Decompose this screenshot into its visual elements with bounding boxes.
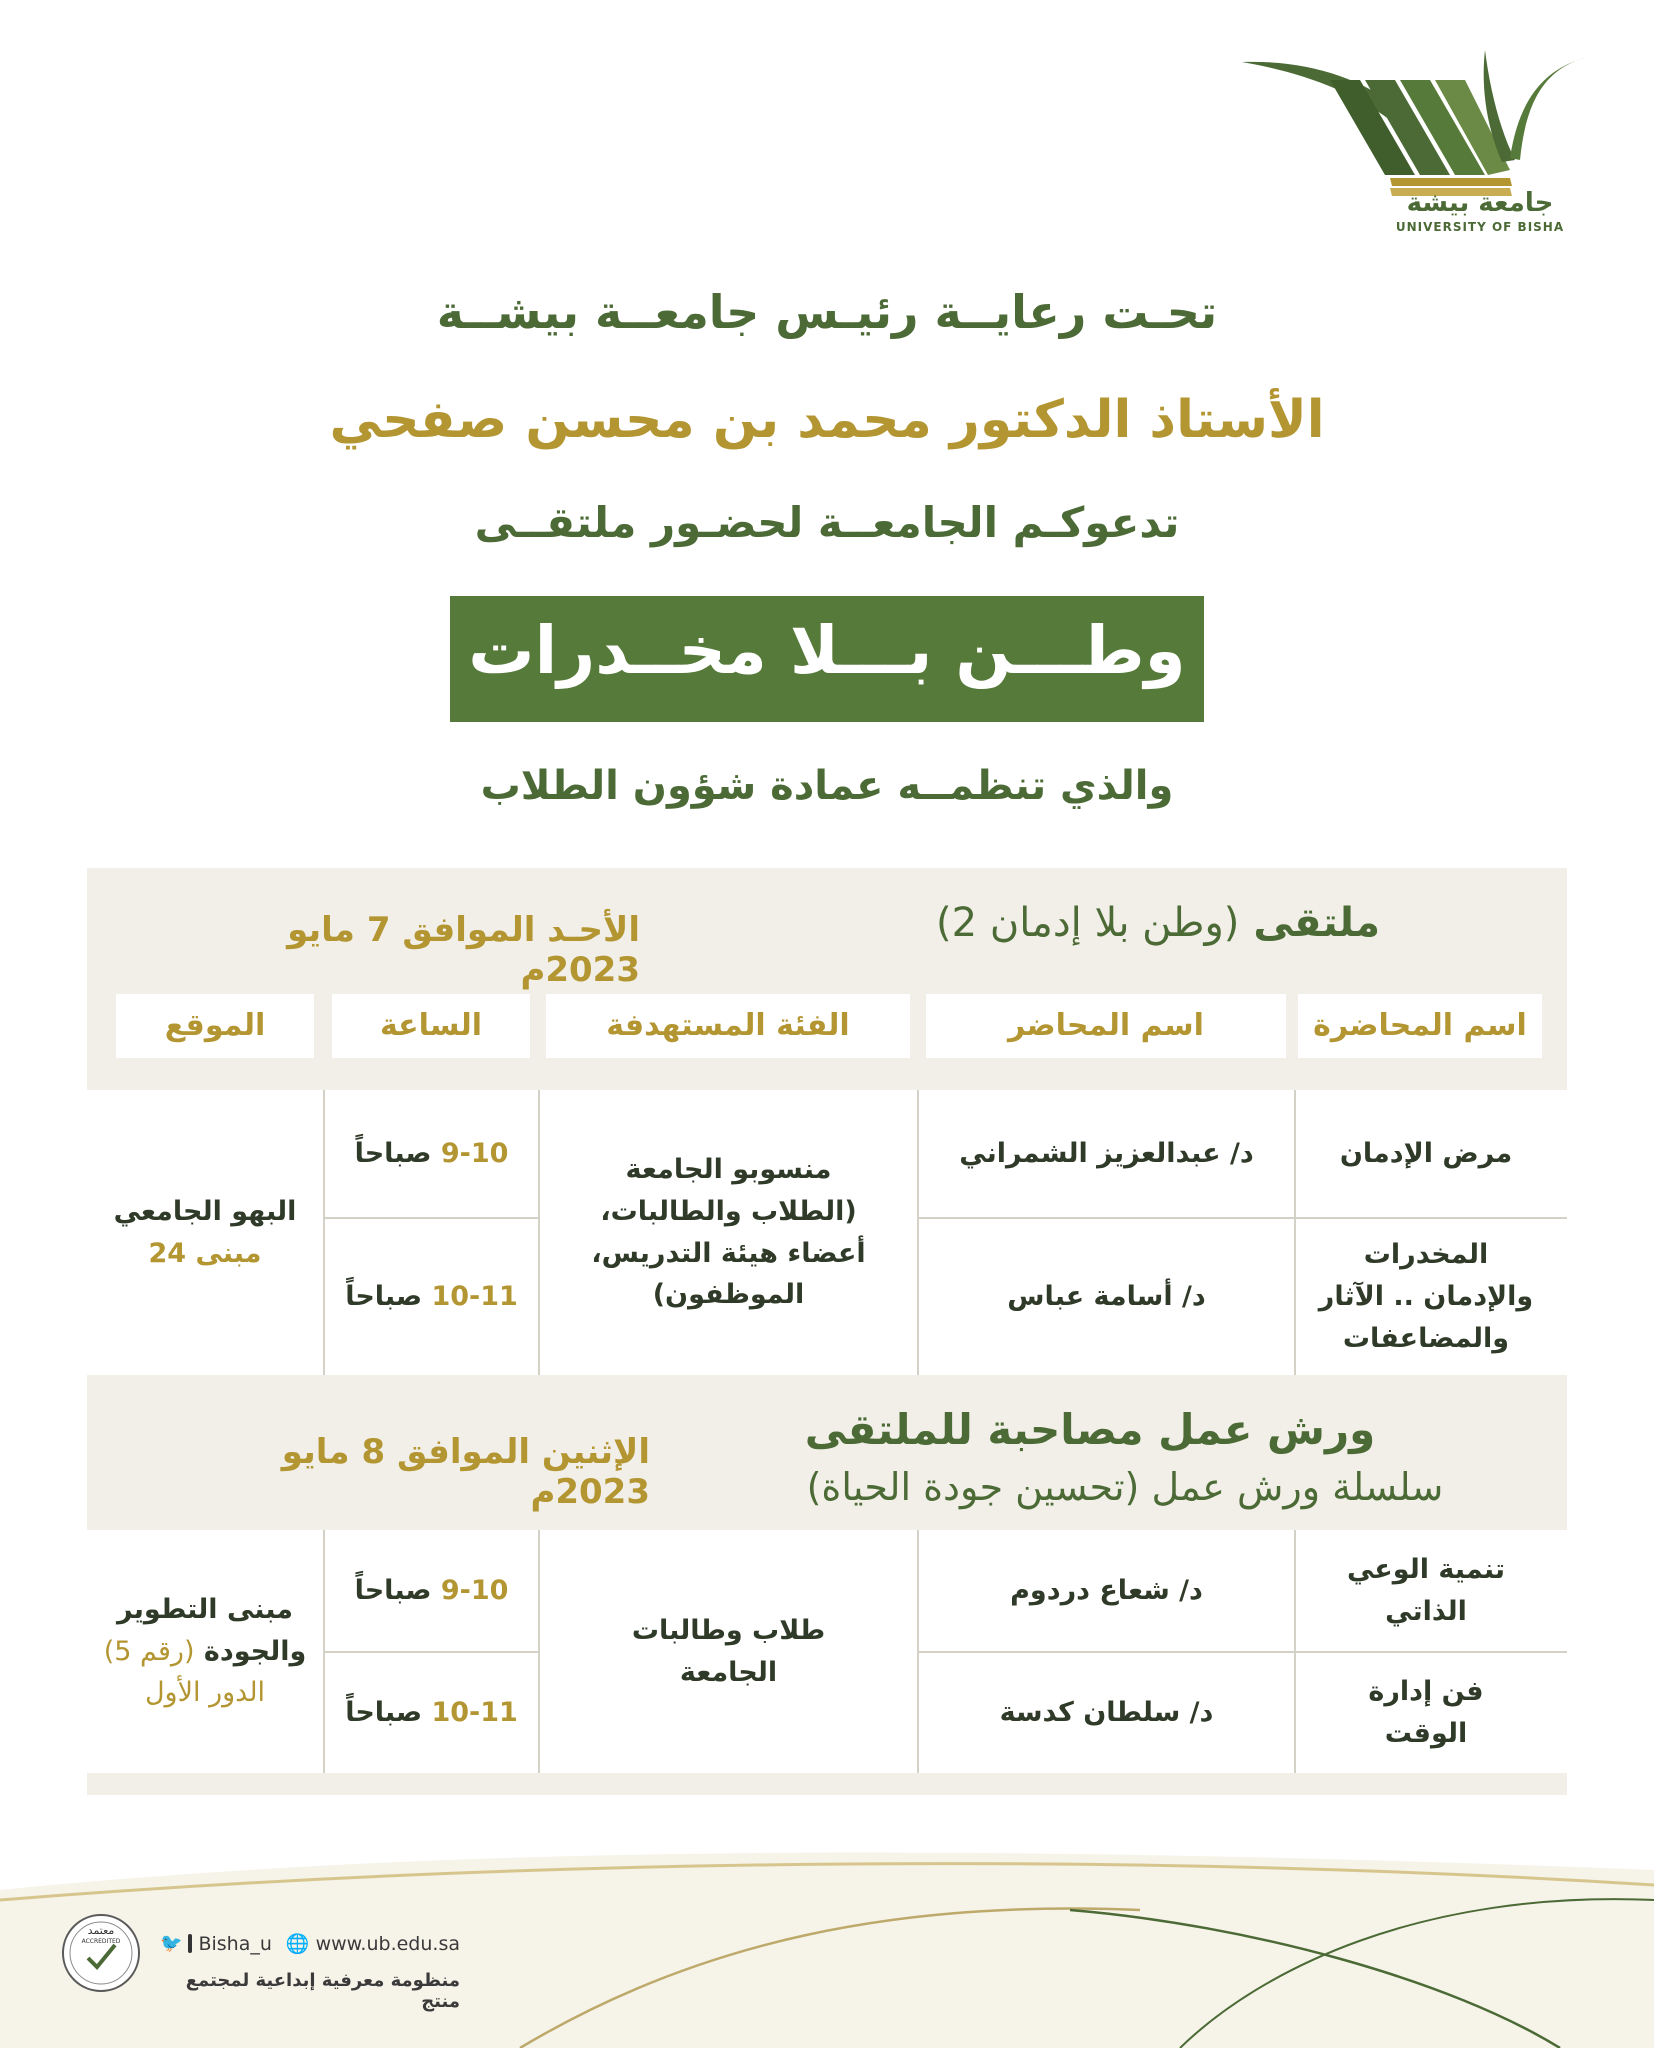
- globe-icon: 🌐: [285, 1933, 310, 1955]
- svg-text:معتمد: معتمد: [87, 1924, 115, 1937]
- s1-lecture-1: مرض الإدمان: [1339, 1137, 1513, 1169]
- instagram-icon[interactable]: [188, 1934, 192, 1953]
- footer-links: [160, 1932, 460, 1955]
- invitation-line: تدعوكـم الجامعــة لحضـور ملتقــى: [474, 498, 1180, 547]
- logo-name-english: UNIVERSITY OF BISHA: [1395, 220, 1565, 234]
- s2-location: مبنى التطوير والجودة (رقم 5) الدور الأول: [103, 1593, 307, 1709]
- s2-lecture-2: فن إدارة الوقت: [1368, 1676, 1484, 1749]
- col-header-target: الفئة المستهدفة: [546, 994, 910, 1058]
- svg-text:ACCREDITED: ACCREDITED: [81, 1938, 121, 1945]
- s1-time-2: 10-11 صباحاً: [345, 1281, 518, 1313]
- president-name: الأستاذ الدكتور محمد بن محسن صفحي: [329, 390, 1325, 450]
- s1-lecturer-2: د/ أسامة عباس: [1007, 1281, 1206, 1313]
- social-handle[interactable]: Bisha_u: [198, 1932, 272, 1955]
- logo-name-arabic: جامعة بيشة: [1406, 188, 1554, 218]
- s1-time-1: 9-10 صباحاً: [354, 1137, 509, 1169]
- section1-title-bold: ملتقى: [1253, 900, 1380, 946]
- section2-subtitle: سلسلة ورش عمل (تحسين جودة الحياة): [806, 1465, 1444, 1509]
- col-header-location: الموقع: [116, 994, 314, 1058]
- s1-lecture-2: المخدرات والإدمان .. الآثار والمضاعفات: [1318, 1239, 1534, 1354]
- footer-motto: منظومة معرفية إبداعية لمجتمع منتج: [185, 1970, 460, 2012]
- section2-date: الإثنين الموافق 8 مايو 2023م: [281, 1432, 650, 1512]
- section2-title: ورش عمل مصاحبة للملتقى: [804, 1405, 1376, 1454]
- s2-target-audience: طلاب وطالبات الجامعة: [631, 1614, 826, 1688]
- col-header-lecture: اسم المحاضرة: [1298, 994, 1542, 1058]
- event-banner-title: وطـــن بـــلا مخــدرات: [468, 612, 1186, 689]
- section1-title-rest: (وطن بلا إدمان 2): [936, 900, 1240, 946]
- s1-lecturer-1: د/ عبدالعزيز الشمراني: [959, 1137, 1254, 1169]
- s2-lecture-1: تنمية الوعي الذاتي: [1346, 1553, 1506, 1627]
- s2-lecturer-1: د/ شعاع دردوم: [1010, 1574, 1203, 1606]
- website-link[interactable]: www.ub.edu.sa: [315, 1932, 460, 1955]
- s1-location: البهو الجامعي مبنى 24: [113, 1195, 297, 1269]
- s1-target-audience: منسوبو الجامعة (الطلاب والطالبات، أعضاء هيئة التدريس، الموظفون): [591, 1153, 866, 1311]
- s2-lecturer-2: د/ سلطان كدسة: [999, 1697, 1214, 1729]
- twitter-icon[interactable]: 🐦: [160, 1933, 183, 1954]
- col-header-time: الساعة: [332, 994, 530, 1058]
- patronage-line: تحـت رعايــة رئيـس جامعــة بيشــة: [436, 285, 1218, 339]
- section1-date: الأحـد الموافق 7 مايو 2023م: [287, 910, 640, 990]
- section1-title: [860, 900, 1380, 946]
- col-header-lecturer: اسم المحاضر: [926, 994, 1286, 1058]
- table-bottom-band: [87, 1773, 1567, 1795]
- organizer-line: والذي تنظمــه عمادة شؤون الطلاب: [480, 763, 1174, 809]
- accreditation-seal: [60, 1912, 142, 1994]
- s2-time-1: 9-10 صباحاً: [354, 1574, 509, 1606]
- s2-time-2: 10-11 صباحاً: [345, 1697, 518, 1729]
